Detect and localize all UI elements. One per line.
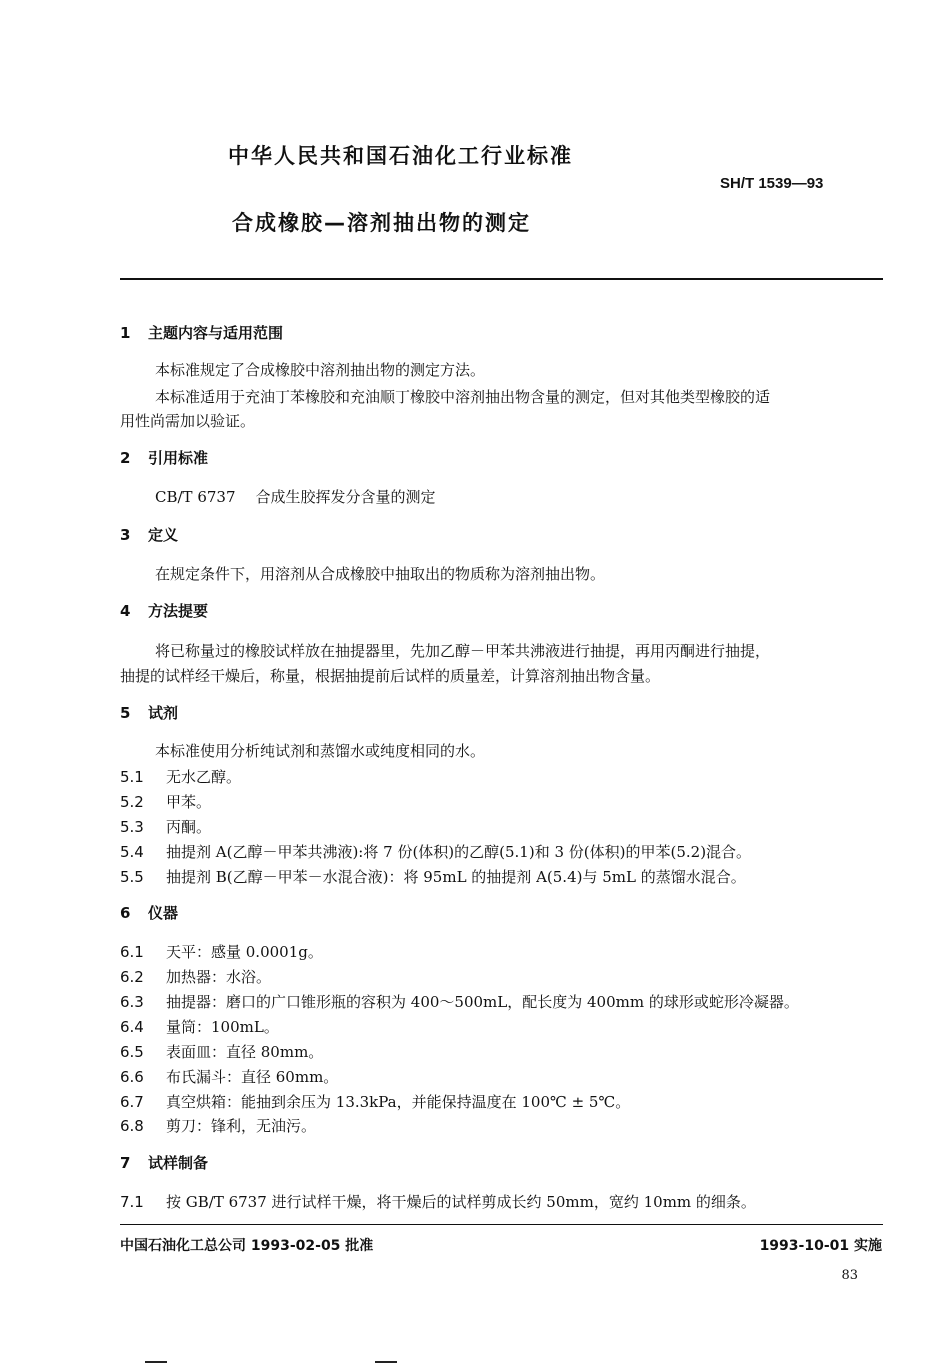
list-item: 6.7 真空烘箱：能抽到余压为 13.3kPa，并能保持温度在 100℃ ± 5℃。 [120,1093,631,1111]
section-number: 7 [120,1154,131,1172]
section-title: 方法提要 [148,602,209,620]
list-item: 6.5 表面皿：直径 80mm。 [120,1043,324,1061]
list-item: 6.8 剪刀：锋利，无油污。 [120,1117,317,1135]
section-title: 试样制备 [148,1154,209,1172]
scan-mark [145,1361,167,1363]
s1-paragraph-1: 本标准规定了合成橡胶中溶剂抽出物的测定方法。 [155,361,486,379]
section-title: 仪器 [148,904,179,922]
section-4-heading [120,600,208,621]
approval-line: 中国石油化工总公司 1993-02-05 批准 [120,1238,374,1254]
section-number: 5 [120,704,131,722]
effective-date: 1993-10-01 实施 [759,1238,882,1254]
list-item: 5.3 丙酮。 [120,818,212,836]
section-title: 主题内容与适用范围 [148,324,284,342]
header-rule [120,278,883,280]
list-item: 5.2 甲苯。 [120,793,212,811]
s5-intro: 本标准使用分析纯试剂和蒸馏水或纯度相同的水。 [155,742,486,760]
s4-paragraph-line-2: 抽提的试样经干燥后，称量，根据抽提前后试样的质量差，计算溶剂抽出物含量。 [120,667,661,685]
list-item: 6.4 量筒：100mL。 [120,1018,279,1036]
document-title: 合成橡胶—溶剂抽出物的测定 [232,211,531,235]
standard-code: SH/T 1539—93 [720,175,824,192]
section-1-heading [120,322,283,343]
section-2-heading [120,447,208,468]
reference-title: 合成生胶挥发分含量的测定 [255,488,436,506]
s4-paragraph-line-1: 将已称量过的橡胶试样放在抽提器里，先加乙醇－甲苯共沸液进行抽提，再用丙酮进行抽提， [155,642,771,660]
page-number: 83 [841,1268,858,1283]
section-title: 定义 [148,526,179,544]
section-6-heading [120,902,178,923]
section-number: 6 [120,904,131,922]
reference-code: CB/T 6737 [155,488,236,506]
section-title: 试剂 [148,704,179,722]
list-item: 5.1 无水乙醇。 [120,768,242,786]
scan-mark [375,1361,397,1363]
section-number: 1 [120,324,131,342]
s1-paragraph-2-line-1: 本标准适用于充油丁苯橡胶和充油顺丁橡胶中溶剂抽出物含量的测定，但对其他类型橡胶的适 [155,388,771,406]
footer-rule [120,1224,883,1225]
list-item: 5.4 抽提剂 A(乙醇－甲苯共沸液):将 7 份(体积)的乙醇(5.1)和 3 份(体积)的甲苯(5.2)混合。 [120,843,752,861]
list-item: 6.1 天平：感量 0.0001g。 [120,943,323,961]
section-5-heading [120,702,178,723]
list-item: 6.3 抽提器：磨口的广口锥形瓶的容积为 400～500mL，配长度为 400mm 的球形或蛇形冷凝器。 [120,993,799,1011]
section-3-heading [120,524,178,545]
list-item: 5.5 抽提剂 B(乙醇－甲苯－水混合液)：将 95mL 的抽提剂 A(5.4)与 5mL 的蒸馏水混合。 [120,868,746,886]
list-item: 7.1 按 GB/T 6737 进行试样干燥，将干燥后的试样剪成长约 50mm，宽约 10mm 的细条。 [120,1193,756,1211]
section-number: 3 [120,526,131,544]
s1-paragraph-2-line-2: 用性尚需加以验证。 [120,412,256,430]
section-7-heading [120,1152,208,1173]
list-item: 6.6 布氏漏斗：直径 60mm。 [120,1068,339,1086]
section-number: 4 [120,602,131,620]
section-number: 2 [120,449,131,467]
s2-reference [155,485,436,509]
org-title: 中华人民共和国石油化工行业标准 [228,144,573,168]
s3-paragraph: 在规定条件下，用溶剂从合成橡胶中抽取出的物质称为溶剂抽出物。 [155,565,606,583]
list-item: 6.2 加热器：水浴。 [120,968,272,986]
section-title: 引用标准 [148,449,209,467]
